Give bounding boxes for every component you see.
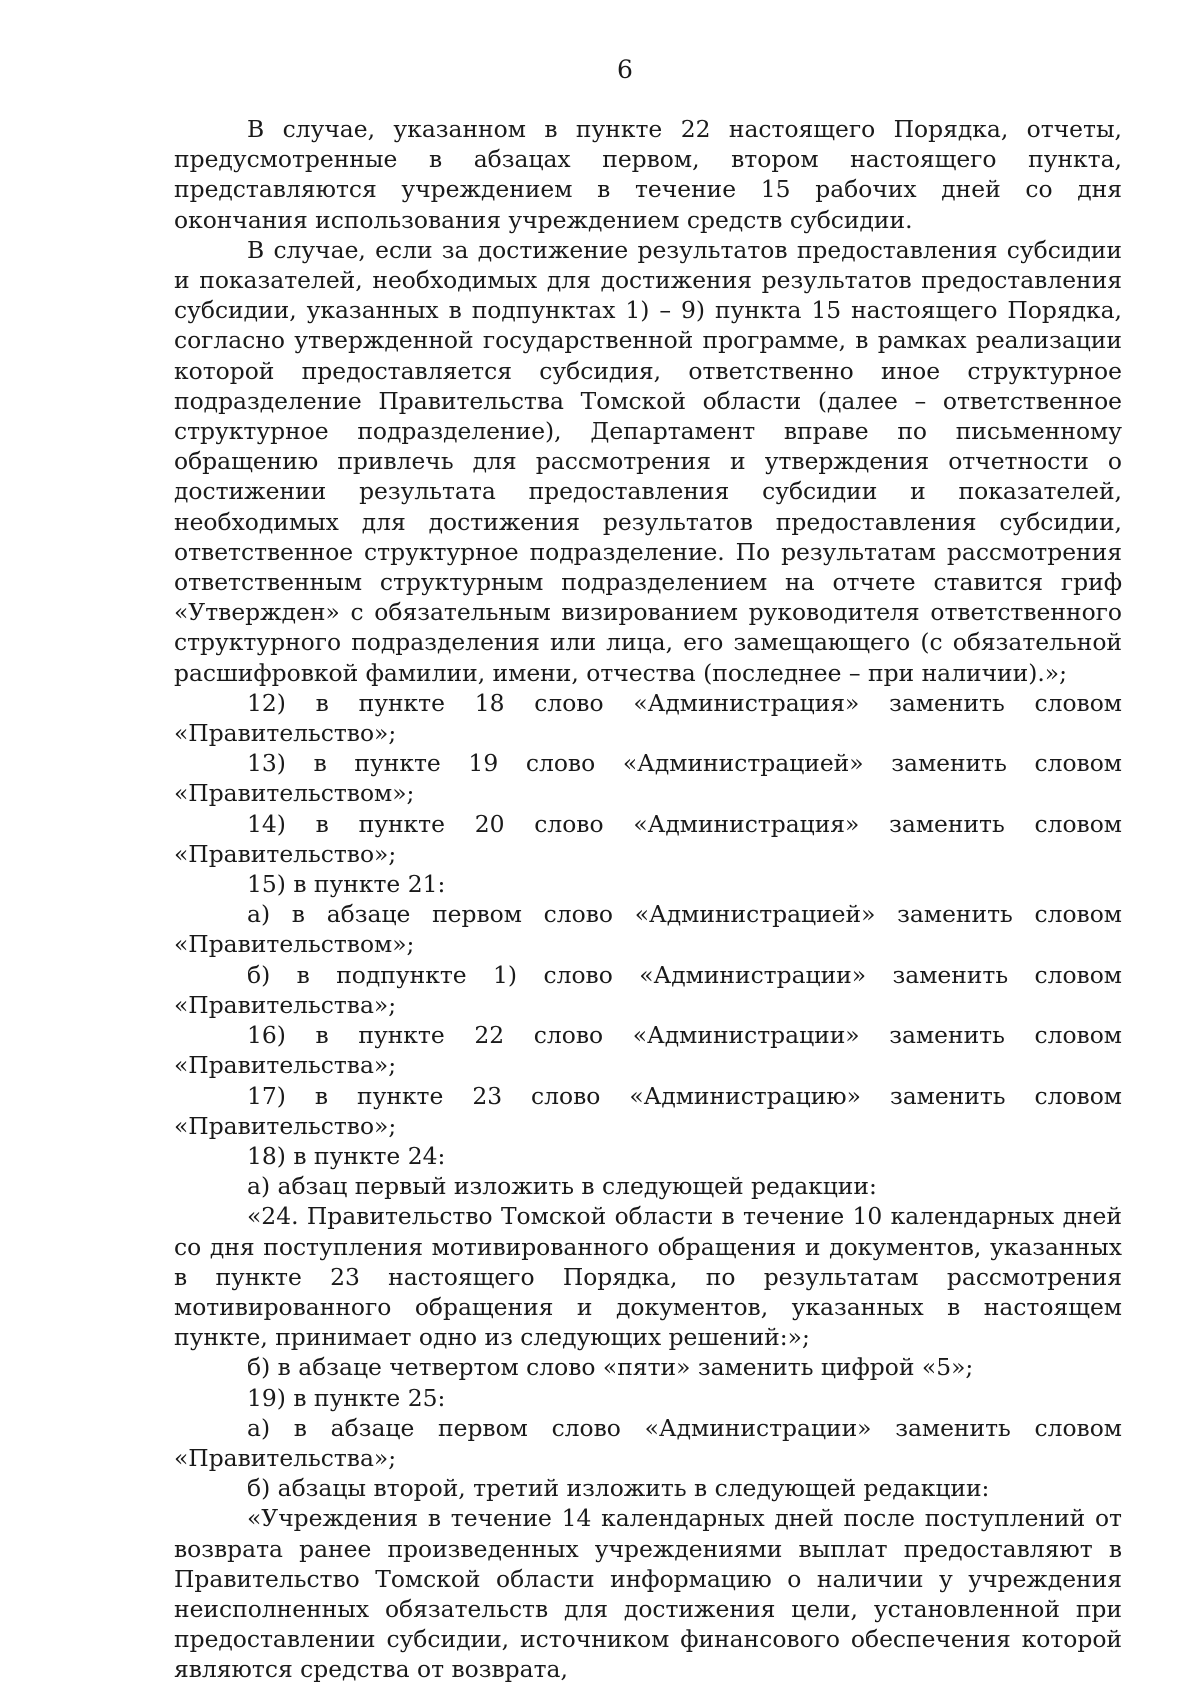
paragraph: 16) в пункте 22 слово «Администрации» заменить словом «Правительства»; (174, 1021, 1122, 1080)
page-number: 6 (617, 55, 633, 84)
paragraph: б) в подпункте 1) слово «Администрации» заменить словом «Правительства»; (174, 960, 1122, 1019)
paragraph: 18) в пункте 24: (247, 1141, 446, 1170)
paragraph: 12) в пункте 18 слово «Администрация» заменить словом «Правительство»; (174, 688, 1122, 748)
paragraph: В случае, если за достижение результатов предоставления субсидии и показателей, необходимых для достижения результатов предоставления субсидии, указанных в подпунктах 1) – 9) пункта 15 настоящего Порядка, согласно утвержденной государственной программе, в рамках реализации которой предоставляется субсидия, ответственно иное структурное подразделение Правительства Томской области (далее – ответственное структурное подразделение), Департамент вправе по письменному обращению привлечь для рассмотрения и утверждения отчетности о достижении результата предоставления субсидии и показателей, необходимых для достижения результатов предоставления субсидии, ответственное структурное подразделение. По результатам рассмотрения ответственным структурным подразделением на отчете ставится гриф «Утвержден» с обязательным визированием руководителя ответственного структурного подразделения или лица, его замещающего (с обязательной расшифровкой фамилии, имени, отчества (последнее – при наличии).»; (174, 235, 1122, 687)
paragraph: 17) в пункте 23 слово «Администрацию» заменить словом «Правительство»; (174, 1081, 1122, 1140)
paragraph: 13) в пункте 19 слово «Администрацией» заменить словом «Правительством»; (174, 749, 1122, 808)
paragraph: 15) в пункте 21: (247, 870, 446, 899)
paragraph: б) абзацы второй, третий изложить в следующей редакции: (247, 1474, 990, 1503)
paragraph: а) в абзаце первом слово «Администрацией» заменить словом «Правительством»; (174, 900, 1122, 959)
paragraph: «Учреждения в течение 14 календарных дней после поступлений от возврата ранее произведенных учреждениями выплат предоставляют в Правительство Томской области информацию о наличии у учреждения неисполненных обязательств для достижения цели, установленной при предоставлении субсидии, источником финансового обеспечения которой являются средства от возврата, (174, 1504, 1122, 1684)
paragraph: а) в абзаце первом слово «Администрации» заменить словом «Правительства»; (174, 1413, 1122, 1472)
paragraph: а) абзац первый изложить в следующей редакции: (247, 1172, 877, 1201)
document-body (174, 114, 1122, 1685)
paragraph: В случае, указанном в пункте 22 настоящего Порядка, отчеты, предусмотренные в абзацах первом, втором настоящего пункта, представляются учреждением в течение 15 рабочих дней со дня окончания использования учреждением средств субсидии. (174, 115, 1122, 234)
paragraph: 19) в пункте 25: (247, 1383, 446, 1412)
paragraph: б) в абзаце четвертом слово «пяти» заменить цифрой «5»; (247, 1353, 974, 1382)
paragraph: 14) в пункте 20 слово «Администрация» заменить словом «Правительство»; (174, 809, 1122, 868)
paragraph: «24. Правительство Томской области в течение 10 календарных дней со дня поступления мотивированного обращения и документов, указанных в пункте 23 настоящего Порядка, по результатам рассмотрения мотивированного обращения и документов, указанных в настоящем пункте, принимает одно из следующих решений:»; (174, 1202, 1122, 1352)
